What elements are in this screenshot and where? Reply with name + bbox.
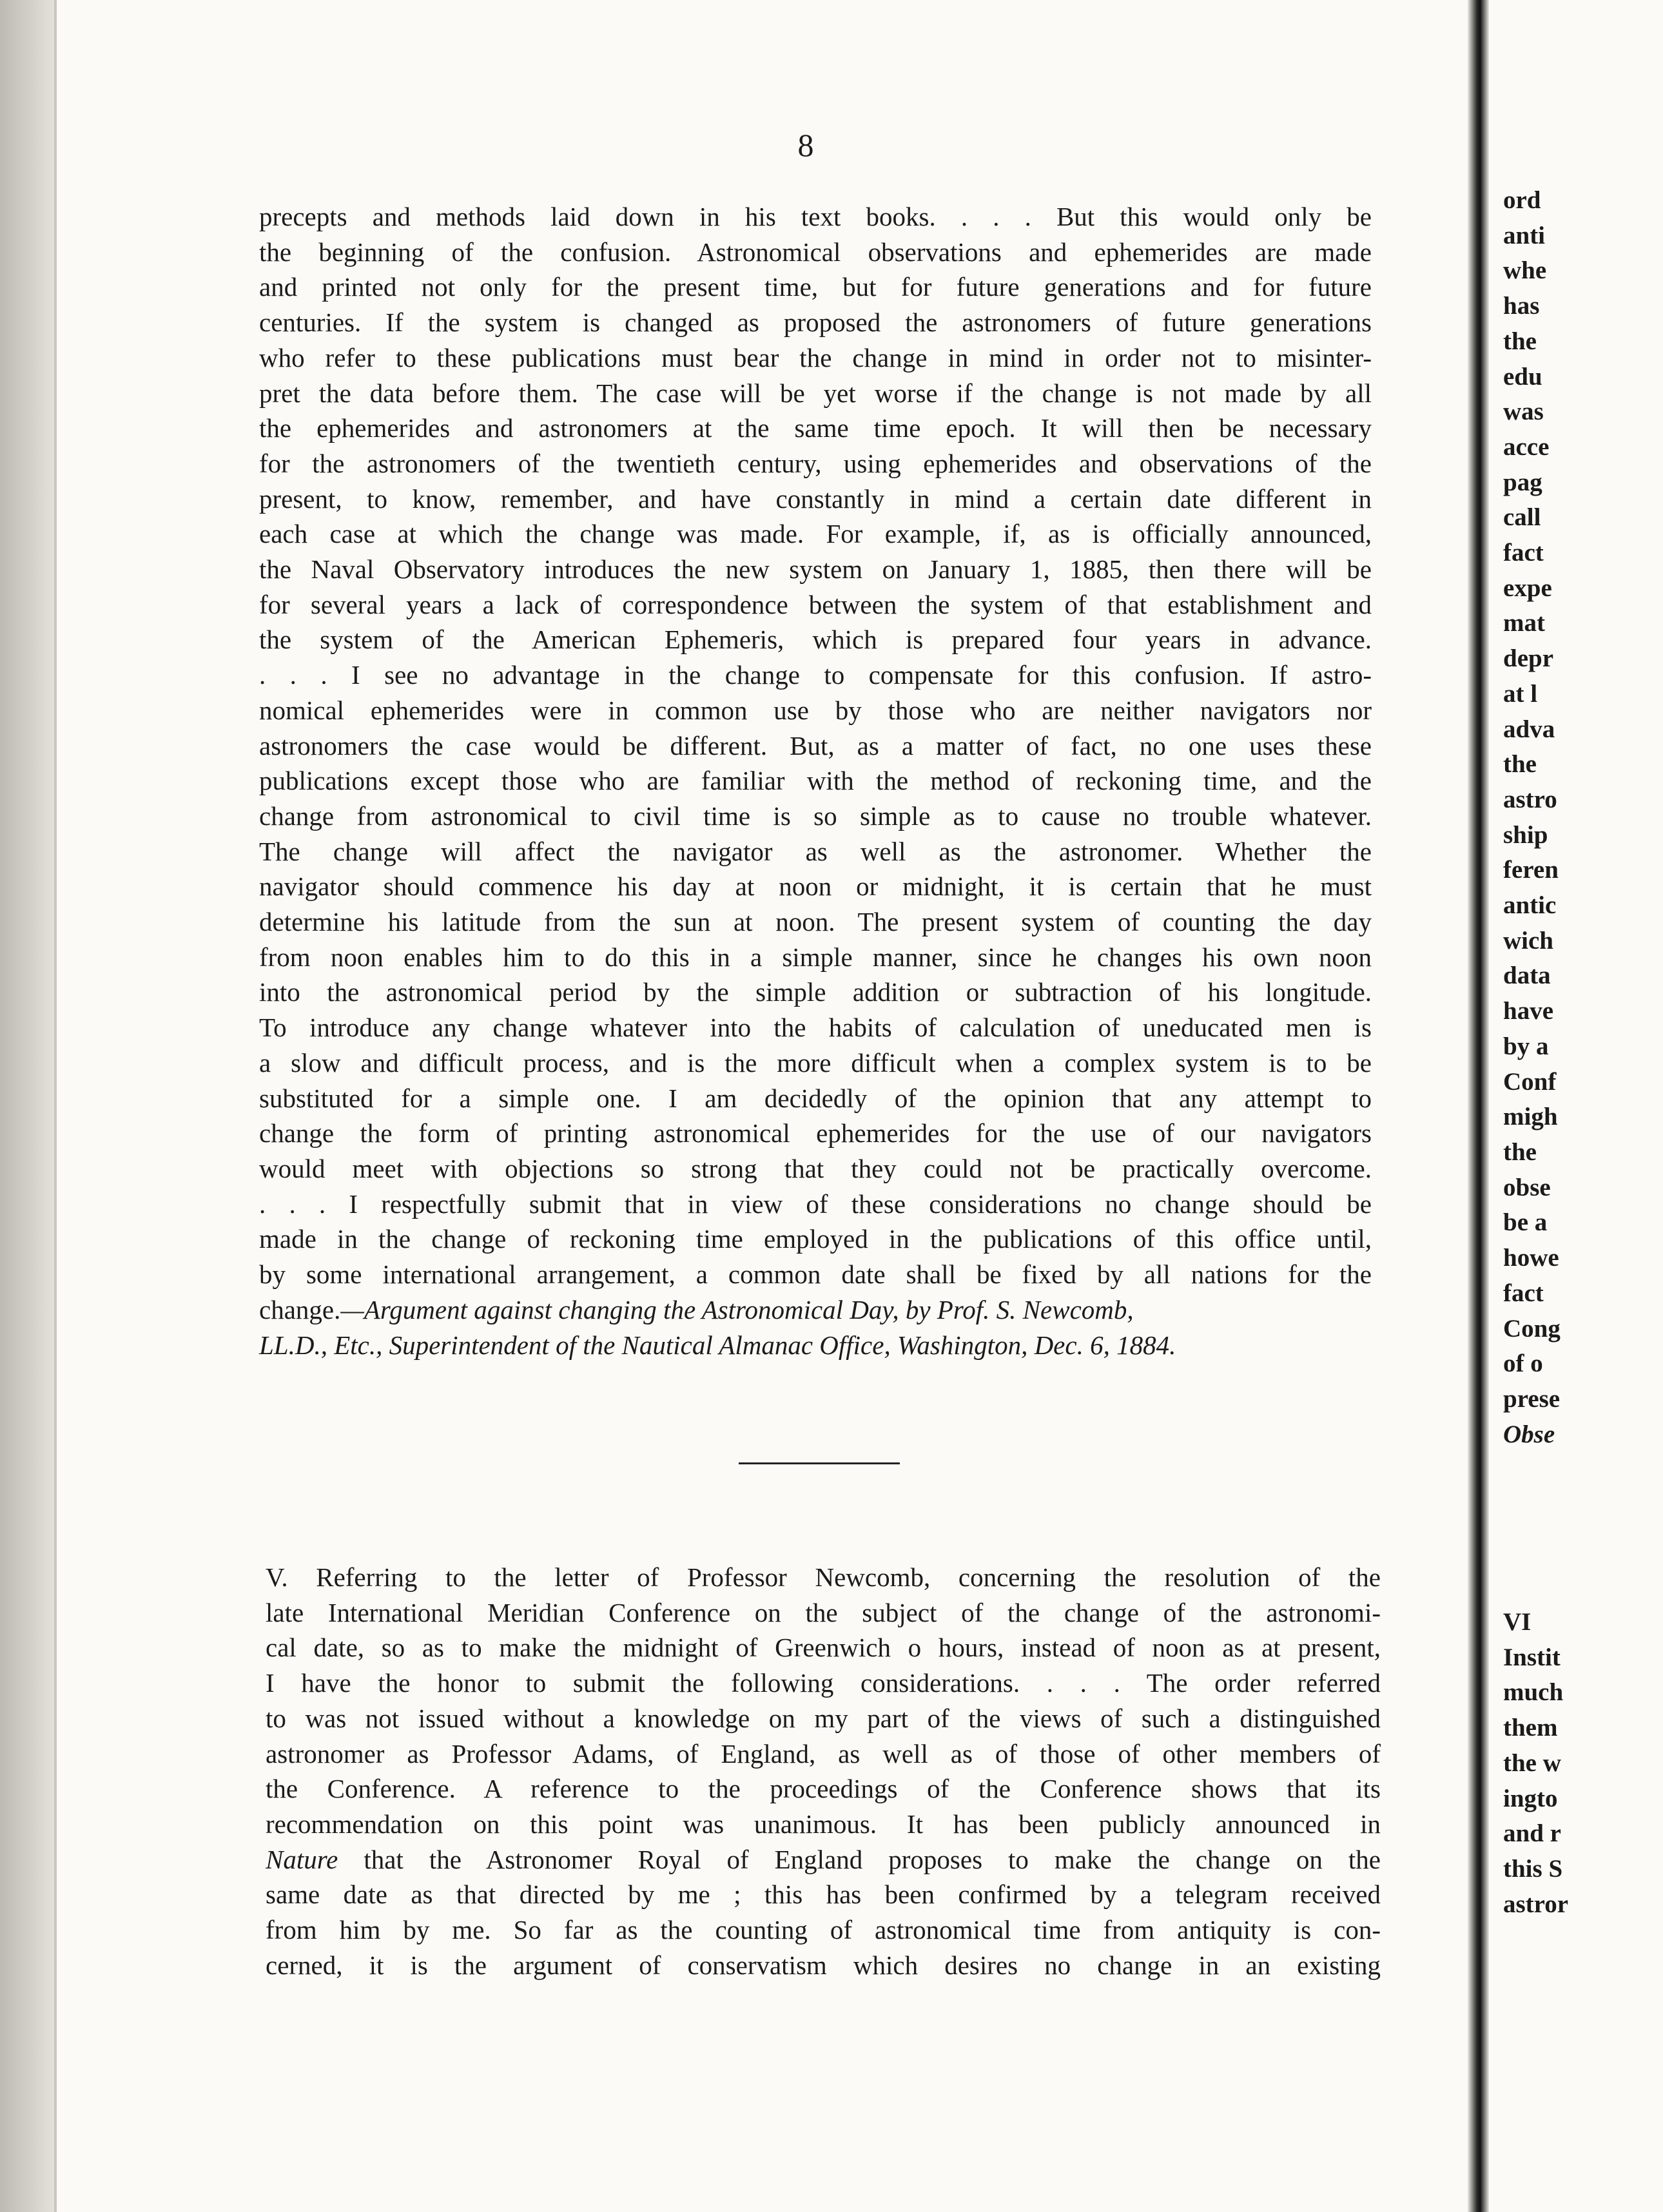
text-line: and printed not only for the present time, but for future generations and for future: [259, 272, 1372, 302]
text-line: V. Referring to the letter of Professor Newcomb, concerning the resolution of the: [266, 1562, 1381, 1592]
text-line: . . . I see no advantage in the change to compensate for this confusion. If astro-: [259, 660, 1372, 690]
facing-fragment-line: Conf: [1503, 1067, 1557, 1096]
facing-fragment-line: ship: [1503, 820, 1548, 849]
facing-fragment-line: acce: [1503, 432, 1550, 461]
text-line: the ephemerides and astronomers at the same time epoch. It will then be necessary: [259, 413, 1372, 443]
facing-fragment-line: adva: [1503, 715, 1555, 743]
text-line: to was not issued without a knowledge on my part of the views of such a distinguished: [266, 1703, 1381, 1733]
text-line: cerned, it is the argument of conservatism which desires no change in an existing: [266, 1950, 1381, 1980]
nature-line: [266, 1842, 1381, 1877]
facing-fragment-line: of o: [1503, 1350, 1543, 1378]
text-line: for the astronomers of the twentieth century, using ephemerides and observations of the: [259, 448, 1372, 478]
facing-fragment-line: pag: [1503, 468, 1542, 496]
facing-fragment-line: howe: [1503, 1244, 1559, 1272]
facing-fragment-line: edu: [1503, 362, 1542, 391]
facing-fragment-line: them: [1503, 1714, 1558, 1742]
paragraph-1-lines: [259, 199, 1372, 1292]
text-line: precepts and methods laid down in his text books. . . . But this would only be: [259, 202, 1372, 231]
facing-fragment-line: migh: [1503, 1103, 1558, 1131]
facing-fragment-line: Cong: [1503, 1314, 1561, 1343]
text-line: To introduce any change whatever into the habits of calculation of uneducated men is: [259, 1013, 1372, 1043]
facing-fragment-line: obse: [1503, 1173, 1551, 1201]
facing-fragment-line: anti: [1503, 221, 1546, 249]
section-divider: [739, 1462, 900, 1464]
text-line: determine his latitude from the sun at noon. The present system of counting the day: [259, 907, 1372, 937]
text-line: into the astronomical period by the simple addition or subtraction of his longitude.: [259, 977, 1372, 1007]
facing-fragment-line: data: [1503, 962, 1551, 990]
facing-fragment-line: mat: [1503, 609, 1545, 637]
text-line: I have the honor to submit the following considerations. . . . The order referred: [266, 1668, 1381, 1698]
facing-fragment-line: by a: [1503, 1032, 1549, 1060]
page-number: 8: [797, 127, 814, 163]
text-line: same date as that directed by me ; this has been confirmed by a telegram received: [266, 1879, 1381, 1910]
text-line: the Naval Observatory introduces the new system on January 1, 1885, then there will be: [259, 554, 1372, 585]
text-line: by some international arrangement, a common date shall be fixed by all nations for the: [259, 1259, 1372, 1290]
citation-line-2: [259, 1328, 1372, 1363]
facing-fragment-line: the: [1503, 327, 1537, 355]
citation-source: LL.D., Etc., Superintendent of the Nautical Almanac Office, Washington, Dec. 6, 1884.: [259, 1330, 1176, 1360]
facing-fragment-line: astror: [1503, 1890, 1569, 1918]
text-line: from him by me. So far as the counting of astronomical time from antiquity is con-: [266, 1915, 1381, 1945]
facing-fragment-line: fact: [1503, 1279, 1544, 1307]
text-line: astronomers the case would be different. But, as a matter of fact, no one uses these: [259, 730, 1372, 761]
text-line: would meet with objections so strong that they could not be practically overcome.: [259, 1153, 1372, 1183]
facing-fragment-line: has: [1503, 292, 1540, 320]
text-line: the beginning of the confusion. Astronomical observations and ephemerides are made: [259, 237, 1372, 267]
facing-fragment-line: VI: [1503, 1608, 1532, 1636]
citation-line-1: [259, 1292, 1372, 1328]
facing-fragment-line: prese: [1503, 1384, 1561, 1413]
facing-fragment-line: astro: [1503, 785, 1557, 813]
facing-fragment-line: and r: [1503, 1819, 1561, 1848]
facing-fragment-line: whe: [1503, 257, 1547, 285]
facing-fragment-line: was: [1503, 398, 1544, 426]
facing-fragment-line: antic: [1503, 891, 1557, 920]
text-line: astronomer as Professor Adams, of England, as well as of those of other members of: [266, 1738, 1381, 1769]
text-line: substituted for a simple one. I am decidedly of the opinion that any attempt to: [259, 1083, 1372, 1113]
citation-lead-word: change.: [259, 1294, 341, 1324]
text-line: for several years a lack of correspondence between the system of that establishment and: [259, 589, 1372, 619]
quoted-paragraph-newcomb: [259, 199, 1372, 1363]
text-line: who refer to these publications must bear the change in mind in order not to misinter-: [259, 342, 1372, 373]
nature-journal-title: Nature: [266, 1844, 338, 1874]
paragraph-2-lines-a: [266, 1560, 1381, 1842]
text-line: change from astronomical to civil time is so simple as to cause no trouble whatever.: [259, 800, 1372, 831]
text-line: cal date, so as to make the midnight of Greenwich o hours, instead of noon as at present,: [266, 1633, 1381, 1663]
facing-fragment-line: wich: [1503, 926, 1553, 955]
paragraph-v-reply: [266, 1560, 1381, 1983]
facing-fragment-line: be a: [1503, 1208, 1548, 1237]
facing-fragment-line: the: [1503, 750, 1537, 779]
facing-fragment-line: call: [1503, 503, 1541, 532]
text-line: the Conference. A reference to the proceedings of the Conference shows that its: [266, 1774, 1381, 1804]
facing-fragment-line: have: [1503, 997, 1553, 1025]
facing-fragment-line: feren: [1503, 856, 1559, 884]
facing-fragment-line: depr: [1503, 645, 1553, 673]
facing-fragment-line: ord: [1503, 186, 1541, 214]
facing-fragment-line: the w: [1503, 1749, 1561, 1777]
facing-fragment-italic: Obse: [1503, 1420, 1555, 1448]
facing-fragment-line: ingto: [1503, 1784, 1558, 1812]
text-line: nomical ephemerides were in common use by those who are neither navigators nor: [259, 695, 1372, 725]
facing-page-fragment-upper: [1503, 183, 1561, 1452]
paragraph-2-lines-b: [266, 1877, 1381, 1983]
text-line: from noon enables him to do this in a simple manner, since he changes his own noon: [259, 942, 1372, 972]
text-line: a slow and difficult process, and is the more difficult when a complex system is to be: [259, 1047, 1372, 1078]
facing-fragment-line: Instit: [1503, 1643, 1561, 1671]
text-line: The change will affect the navigator as well as the astronomer. Whether the: [259, 836, 1372, 866]
facing-fragment-line: fact: [1503, 539, 1544, 567]
text-line: pret the data before them. The case will be yet worse if the change is not made by all: [259, 378, 1372, 408]
text-line: made in the change of reckoning time employed in the publications of this office until,: [259, 1224, 1372, 1254]
facing-fragment-line: the: [1503, 1138, 1537, 1166]
facing-fragment-upper-lines: [1503, 183, 1561, 1417]
text-line: change the form of printing astronomical ephemerides for the use of our navigators: [259, 1118, 1372, 1149]
text-line: publications except those who are familiar with the method of reckoning time, and the: [259, 766, 1372, 796]
page-edge-shadow: [0, 0, 54, 2212]
text-line: the system of the American Ephemeris, which is prepared four years in advance.: [259, 625, 1372, 655]
text-line: centuries. If the system is changed as proposed the astronomers of future generations: [259, 307, 1372, 338]
book-gutter: [1467, 0, 1489, 2212]
nature-line-text: that the Astronomer Royal of England proposes to make the change on the: [338, 1844, 1381, 1874]
text-line: each case at which the change was made. For example, if, as is officially announced,: [259, 519, 1372, 549]
facing-fragment-line: expe: [1503, 574, 1552, 602]
text-line: late International Meridian Conference on the subject of the change of the astronomi-: [266, 1597, 1381, 1627]
text-line: navigator should commence his day at noon or midnight, it is certain that he must: [259, 871, 1372, 902]
facing-fragment-line: at l: [1503, 679, 1538, 708]
facing-fragment-line: this S: [1503, 1854, 1563, 1883]
text-line: recommendation on this point was unanimous. It has been publicly announced in: [266, 1809, 1381, 1839]
text-line: present, to know, remember, and have constantly in mind a certain date different in: [259, 483, 1372, 514]
citation-title: —Argument against changing the Astronomical Day, by Prof. S. Newcomb,: [340, 1294, 1134, 1324]
text-line: . . . I respectfully submit that in view of these considerations no change should be: [259, 1188, 1372, 1219]
facing-fragment-line: much: [1503, 1678, 1564, 1707]
facing-page-fragment-lower: [1503, 1605, 1568, 1922]
